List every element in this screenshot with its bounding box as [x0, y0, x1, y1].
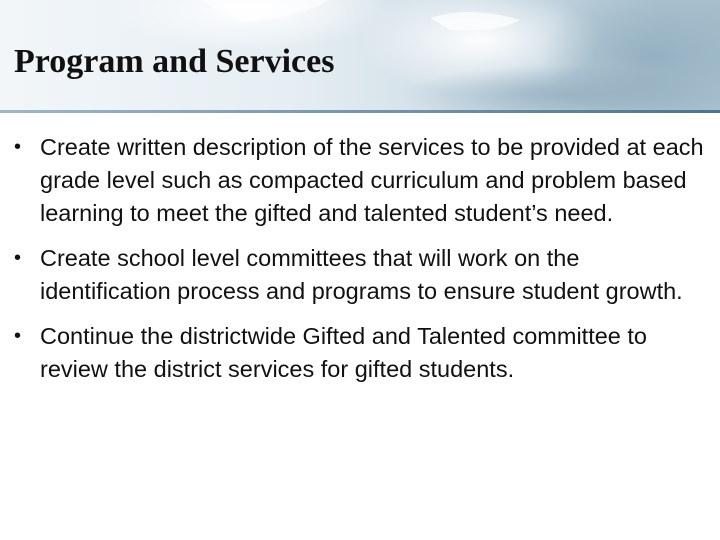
bullet-text: Continue the districtwide Gifted and Talented committee to review the district services for gifted students. — [40, 323, 647, 382]
bullet-text: Create written description of the services to be provided at each grade level such as compacted curriculum and problem based learning to meet the gifted and talented student’s need. — [40, 134, 704, 226]
bullet-marker: • — [14, 247, 22, 269]
bullet-marker: • — [14, 325, 22, 347]
bullet-marker: • — [14, 136, 22, 158]
bullet-item-districtwide — [14, 320, 704, 386]
bullet-item-description — [14, 131, 704, 230]
bullet-list — [14, 131, 704, 386]
slide-title: Program and Services — [14, 43, 335, 80]
bullet-text: Create school level committees that will work on the identification process and programs to ensure student growth. — [40, 245, 683, 304]
header-divider — [0, 110, 720, 113]
header-banner — [0, 0, 720, 112]
bullet-item-committees — [14, 242, 704, 308]
